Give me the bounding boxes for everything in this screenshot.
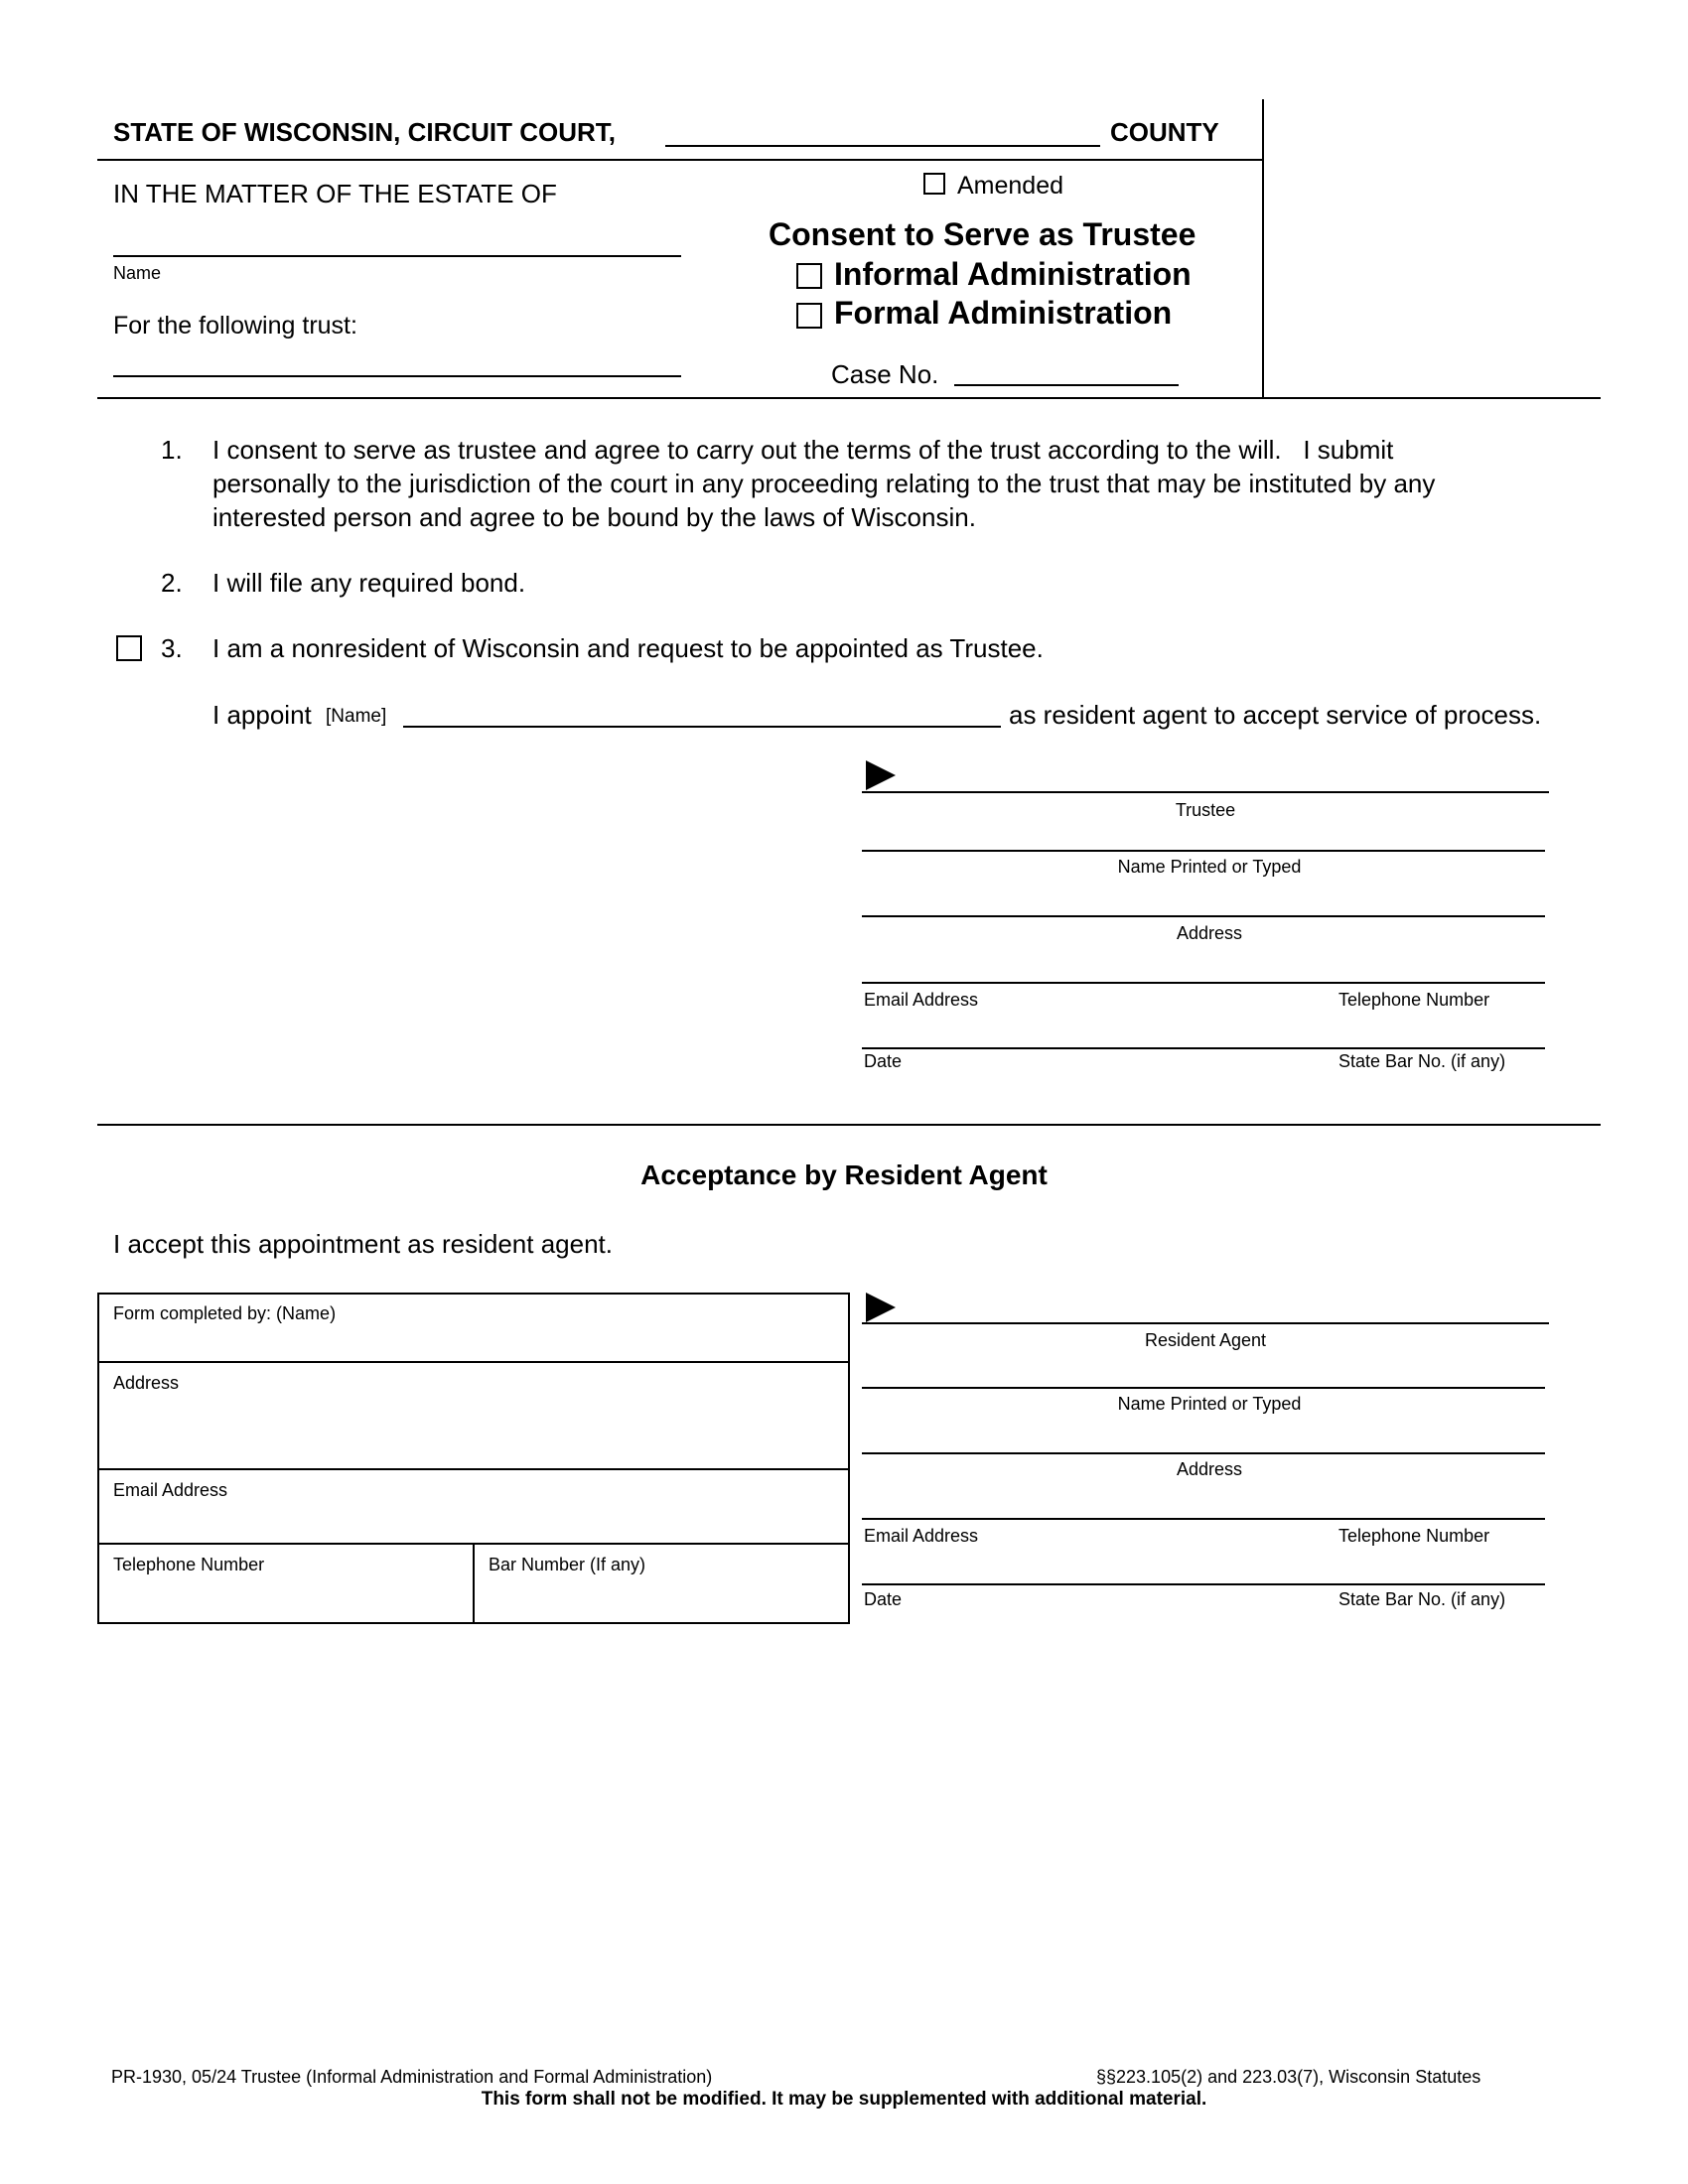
- trustee-date-label: Date: [864, 1051, 903, 1071]
- trustee-email-phone-line[interactable]: [862, 982, 1545, 984]
- agent-name-printed-line[interactable]: [862, 1387, 1545, 1389]
- paragraph-3-number: 3.: [161, 633, 183, 663]
- estate-name-label: Name: [113, 263, 162, 283]
- completed-by-email-field[interactable]: Email Address: [113, 1480, 228, 1500]
- trustee-bar-label: State Bar No. (if any): [1338, 1051, 1506, 1071]
- appoint-prefix: I appoint: [212, 700, 312, 730]
- footer-statutes: §§223.105(2) and 223.03(7), Wisconsin Statutes: [1096, 2067, 1481, 2087]
- agent-date-label: Date: [864, 1589, 903, 1609]
- nonresident-checkbox[interactable]: [116, 635, 142, 661]
- amended-label: Amended: [957, 172, 1064, 200]
- agent-address-label: Address: [1176, 1459, 1243, 1479]
- resident-agent-name-field[interactable]: [403, 726, 1001, 728]
- case-number-field[interactable]: [954, 384, 1179, 386]
- paragraph-3-text: I am a nonresident of Wisconsin and request to be appointed as Trustee.: [212, 633, 1044, 663]
- agent-email-phone-line[interactable]: [862, 1518, 1545, 1520]
- agent-address-line[interactable]: [862, 1452, 1545, 1454]
- agent-signature-label: Resident Agent: [1144, 1330, 1267, 1350]
- form-title: Consent to Serve as Trustee: [769, 216, 1196, 252]
- trustee-signature-label: Trustee: [1175, 800, 1236, 820]
- completed-by-bar-field[interactable]: Bar Number (If any): [489, 1555, 646, 1574]
- agent-email-label: Email Address: [864, 1526, 979, 1546]
- agent-bar-label: State Bar No. (if any): [1338, 1589, 1506, 1609]
- estate-name-field[interactable]: [113, 255, 681, 257]
- trustee-phone-label: Telephone Number: [1338, 990, 1490, 1010]
- case-number-label: Case No.: [831, 359, 939, 389]
- court-heading: STATE OF WISCONSIN, CIRCUIT COURT,: [113, 117, 617, 147]
- county-name-field[interactable]: [665, 145, 1100, 147]
- trust-label: For the following trust:: [113, 312, 357, 340]
- footer-notice: This form shall not be modified. It may be supplemented with additional material.: [481, 2089, 1207, 2110]
- trustee-date-bar-line[interactable]: [862, 1047, 1545, 1049]
- paragraph-1-line-3: interested person and agree to be bound by the laws of Wisconsin.: [212, 502, 976, 532]
- amended-checkbox[interactable]: [923, 173, 945, 195]
- paragraph-2-number: 2.: [161, 568, 183, 598]
- appoint-name-label: [Name]: [326, 706, 387, 727]
- completed-by-address-field[interactable]: Address: [113, 1373, 180, 1393]
- caption-top-divider: [97, 159, 1263, 161]
- trustee-email-label: Email Address: [864, 990, 979, 1010]
- trustee-name-printed-label: Name Printed or Typed: [1117, 857, 1302, 877]
- agent-name-printed-label: Name Printed or Typed: [1117, 1394, 1302, 1414]
- trustee-name-printed-line[interactable]: [862, 850, 1545, 852]
- agent-signature-line[interactable]: [862, 1322, 1549, 1324]
- paragraph-2-text: I will file any required bond.: [212, 568, 526, 598]
- agent-date-bar-line[interactable]: [862, 1583, 1545, 1585]
- informal-administration-label: Informal Administration: [834, 256, 1192, 292]
- formal-administration-label: Formal Administration: [834, 295, 1173, 331]
- completed-by-name-field[interactable]: Form completed by: (Name): [113, 1303, 337, 1323]
- caption-bottom-divider: [97, 397, 1601, 399]
- paragraph-1-number: 1.: [161, 435, 183, 465]
- completed-by-phone-field[interactable]: Telephone Number: [113, 1555, 265, 1574]
- paragraph-1-line-2: personally to the jurisdiction of the court in any proceeding relating to the trust that may be instituted by any: [212, 469, 1436, 498]
- informal-administration-checkbox[interactable]: [796, 263, 822, 289]
- agent-acceptance-statement: I accept this appointment as resident agent.: [113, 1229, 613, 1259]
- estate-matter-label: IN THE MATTER OF THE ESTATE OF: [113, 179, 557, 208]
- agent-phone-label: Telephone Number: [1338, 1526, 1490, 1546]
- county-label: COUNTY: [1110, 117, 1219, 147]
- paragraph-1-line-1: I consent to serve as trustee and agree to carry out the terms of the trust according to the will. I submit: [212, 435, 1394, 465]
- trustee-signature-line[interactable]: [862, 791, 1549, 793]
- agent-signature-arrow-icon: [866, 1293, 896, 1322]
- footer-form-id: PR-1930, 05/24 Trustee (Informal Administration and Formal Administration): [111, 2067, 713, 2087]
- trustee-address-line[interactable]: [862, 915, 1545, 917]
- trustee-signature-arrow-icon: [866, 760, 896, 790]
- trustee-address-label: Address: [1176, 923, 1243, 943]
- appoint-suffix: as resident agent to accept service of process.: [1009, 700, 1542, 730]
- formal-administration-checkbox[interactable]: [796, 303, 822, 329]
- agent-section-heading: Acceptance by Resident Agent: [640, 1160, 1048, 1190]
- caption-right-border: [1262, 99, 1264, 397]
- trust-name-field[interactable]: [113, 375, 681, 377]
- section-divider: [97, 1124, 1601, 1126]
